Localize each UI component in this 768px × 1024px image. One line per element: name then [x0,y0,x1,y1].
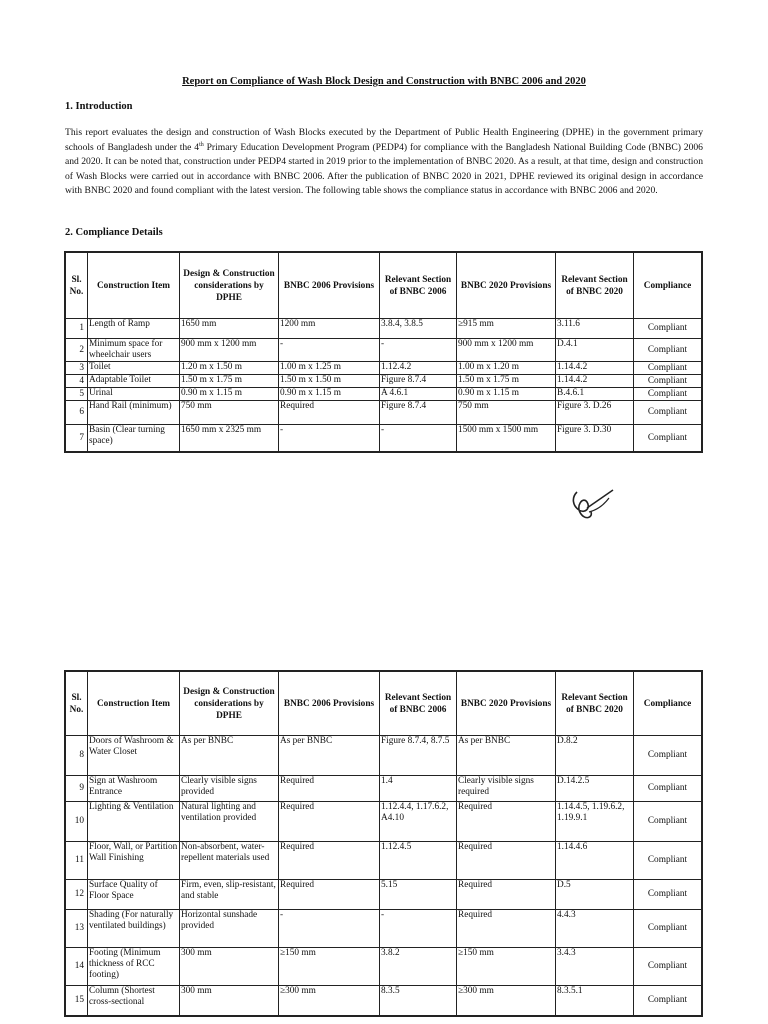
row-section-2006: 5.15 [380,880,457,910]
table-row [66,375,702,388]
row-construction-item: Urinal [88,388,180,401]
header-bnbc-2020-provisions: BNBC 2020 Provisions [457,253,556,319]
row-section-2006: Figure 8.7.4 [380,375,457,388]
row-bnbc-2020-provision: 1.50 m x 1.75 m [457,375,556,388]
row-design-dphe: 300 mm [180,986,279,1016]
row-sl-no: 9 [66,776,88,802]
row-sl-no: 3 [66,362,88,375]
row-construction-item: Shading (For naturally ventilated buildings) [88,910,180,948]
row-construction-item: Adaptable Toilet [88,375,180,388]
signature-mark [563,484,619,524]
row-bnbc-2020-provision: Clearly visible signs required [457,776,556,802]
row-construction-item: Sign at Washroom Entrance [88,776,180,802]
row-sl-no: 14 [66,948,88,986]
table-row [66,776,702,802]
row-construction-item: Doors of Washroom & Water Closet [88,736,180,776]
row-bnbc-2006-provision: Required [279,842,380,880]
row-bnbc-2020-provision: Required [457,880,556,910]
row-bnbc-2006-provision: 1.00 m x 1.25 m [279,362,380,375]
row-bnbc-2006-provision: ≥150 mm [279,948,380,986]
row-section-2020: 1.14.4.2 [556,375,634,388]
row-compliance-status: Compliant [634,319,702,339]
row-bnbc-2006-provision: - [279,425,380,452]
row-compliance-status: Compliant [634,425,702,452]
row-section-2020: D.4.1 [556,339,634,362]
row-design-dphe: Firm, even, slip-resistant, and stable [180,880,279,910]
table-2-body [66,736,702,1016]
row-section-2006: - [380,425,457,452]
row-bnbc-2006-provision: 1200 mm [279,319,380,339]
row-section-2006: Figure 8.7.4, 8.7.5 [380,736,457,776]
row-compliance-status: Compliant [634,375,702,388]
row-section-2020: D.14.2.5 [556,776,634,802]
row-compliance-status: Compliant [634,736,702,776]
row-bnbc-2006-provision: - [279,339,380,362]
table-row [66,948,702,986]
header-section-2006: Relevant Section of BNBC 2006 [380,672,457,736]
row-bnbc-2020-provision: 900 mm x 1200 mm [457,339,556,362]
row-sl-no: 6 [66,401,88,425]
row-section-2020: 1.14.4.5, 1.19.6.2, 1.19.9.1 [556,802,634,842]
row-bnbc-2006-provision: As per BNBC [279,736,380,776]
row-sl-no: 13 [66,910,88,948]
row-construction-item: Column (Shortest cross-sectional [88,986,180,1016]
row-bnbc-2020-provision: Required [457,802,556,842]
header-construction-item: Construction Item [88,672,180,736]
row-design-dphe: Natural lighting and ventilation provided [180,802,279,842]
row-sl-no: 5 [66,388,88,401]
row-section-2020: D.5 [556,880,634,910]
section-heading-compliance: 2. Compliance Details [65,227,163,238]
row-design-dphe: Clearly visible signs provided [180,776,279,802]
row-section-2020: 8.3.5.1 [556,986,634,1016]
header-bnbc-2006-provisions: BNBC 2006 Provisions [279,253,380,319]
header-design-dphe: Design & Construction considerations by DPHE [180,253,279,319]
row-design-dphe: Non-absorbent, water-repellent materials used [180,842,279,880]
row-section-2006: 3.8.2 [380,948,457,986]
row-bnbc-2020-provision: ≥150 mm [457,948,556,986]
report-title: Report on Compliance of Wash Block Design and Construction with BNBC 2006 and 2020 [182,76,586,87]
row-design-dphe: 1.20 m x 1.50 m [180,362,279,375]
table-row [66,802,702,842]
row-section-2006: A 4.6.1 [380,388,457,401]
section-heading-introduction: 1. Introduction [65,101,133,112]
row-design-dphe: 1650 mm [180,319,279,339]
row-compliance-status: Compliant [634,842,702,880]
row-sl-no: 7 [66,425,88,452]
row-design-dphe: 0.90 m x 1.15 m [180,388,279,401]
row-bnbc-2006-provision: - [279,910,380,948]
table-row [66,736,702,776]
header-compliance: Compliance [634,253,702,319]
row-section-2006: Figure 8.7.4 [380,401,457,425]
header-sl-no: Sl. No. [66,672,88,736]
table-row [66,425,702,452]
row-sl-no: 4 [66,375,88,388]
row-design-dphe: As per BNBC [180,736,279,776]
row-compliance-status: Compliant [634,802,702,842]
header-bnbc-2006-provisions: BNBC 2006 Provisions [279,672,380,736]
header-section-2020: Relevant Section of BNBC 2020 [556,672,634,736]
row-bnbc-2020-provision: 0.90 m x 1.15 m [457,388,556,401]
row-design-dphe: 750 mm [180,401,279,425]
row-construction-item: Toilet [88,362,180,375]
table-row [66,319,702,339]
row-bnbc-2006-provision: Required [279,401,380,425]
introduction-paragraph [65,126,703,199]
row-bnbc-2006-provision: ≥300 mm [279,986,380,1016]
row-compliance-status: Compliant [634,910,702,948]
row-section-2020: Figure 3. D.30 [556,425,634,452]
compliance-table-1 [65,252,702,452]
table-row [66,388,702,401]
row-design-dphe: 900 mm x 1200 mm [180,339,279,362]
row-compliance-status: Compliant [634,401,702,425]
row-compliance-status: Compliant [634,986,702,1016]
row-bnbc-2020-provision: Required [457,842,556,880]
row-sl-no: 2 [66,339,88,362]
row-sl-no: 11 [66,842,88,880]
header-construction-item: Construction Item [88,253,180,319]
row-bnbc-2006-provision: 1.50 m x 1.50 m [279,375,380,388]
row-compliance-status: Compliant [634,880,702,910]
row-bnbc-2020-provision: As per BNBC [457,736,556,776]
row-compliance-status: Compliant [634,948,702,986]
row-construction-item: Footing (Minimum thickness of RCC footing) [88,948,180,986]
table-1-body [66,319,702,452]
header-design-dphe: Design & Construction considerations by DPHE [180,672,279,736]
row-sl-no: 8 [66,736,88,776]
row-section-2020: 1.14.4.6 [556,842,634,880]
table-row [66,842,702,880]
row-bnbc-2006-provision: Required [279,802,380,842]
row-section-2020: 4.4.3 [556,910,634,948]
row-construction-item: Basin (Clear turning space) [88,425,180,452]
table-row [66,362,702,375]
row-sl-no: 12 [66,880,88,910]
row-bnbc-2006-provision: Required [279,880,380,910]
row-compliance-status: Compliant [634,339,702,362]
row-section-2006: - [380,339,457,362]
table-row [66,339,702,362]
row-section-2006: 1.12.4.4, 1.17.6.2, A4.10 [380,802,457,842]
row-sl-no: 10 [66,802,88,842]
table-header-row [66,672,702,736]
row-section-2006: 1.12.4.2 [380,362,457,375]
header-compliance: Compliance [634,672,702,736]
row-section-2006: 8.3.5 [380,986,457,1016]
row-compliance-status: Compliant [634,362,702,375]
header-bnbc-2020-provisions: BNBC 2020 Provisions [457,672,556,736]
header-section-2006: Relevant Section of BNBC 2006 [380,253,457,319]
row-bnbc-2020-provision: 750 mm [457,401,556,425]
row-construction-item: Surface Quality of Floor Space [88,880,180,910]
row-section-2020: 3.4.3 [556,948,634,986]
table-row [66,880,702,910]
row-construction-item: Length of Ramp [88,319,180,339]
row-section-2006: - [380,910,457,948]
row-sl-no: 15 [66,986,88,1016]
header-section-2020: Relevant Section of BNBC 2020 [556,253,634,319]
row-compliance-status: Compliant [634,776,702,802]
row-bnbc-2020-provision: Required [457,910,556,948]
row-section-2020: 3.11.6 [556,319,634,339]
intro-superscript: th [199,141,204,148]
row-section-2020: Figure 3. D.26 [556,401,634,425]
row-section-2006: 1.12.4.5 [380,842,457,880]
row-construction-item: Floor, Wall, or Partition Wall Finishing [88,842,180,880]
row-construction-item: Hand Rail (minimum) [88,401,180,425]
row-section-2020: D.8.2 [556,736,634,776]
row-section-2020: 1.14.4.2 [556,362,634,375]
row-construction-item: Lighting & Ventilation [88,802,180,842]
row-compliance-status: Compliant [634,388,702,401]
intro-text-part1: This report evaluates the design and construction of Wash Blocks executed by the Department of Public Health Engineering (DPHE) in the government primary schools of Bangladesh under the 4 [65,127,703,153]
row-bnbc-2020-provision: ≥300 mm [457,986,556,1016]
header-sl-no: Sl. No. [66,253,88,319]
table-row [66,401,702,425]
row-design-dphe: 300 mm [180,948,279,986]
row-design-dphe: 1.50 m x 1.75 m [180,375,279,388]
table-row [66,910,702,948]
row-bnbc-2020-provision: 1500 mm x 1500 mm [457,425,556,452]
row-section-2006: 3.8.4, 3.8.5 [380,319,457,339]
row-bnbc-2020-provision: ≥915 mm [457,319,556,339]
row-design-dphe: 1650 mm x 2325 mm [180,425,279,452]
table-row [66,986,702,1016]
compliance-table-2 [65,671,702,1016]
row-bnbc-2006-provision: Required [279,776,380,802]
row-design-dphe: Horizontal sunshade provided [180,910,279,948]
row-section-2020: B.4.6.1 [556,388,634,401]
row-bnbc-2006-provision: 0.90 m x 1.15 m [279,388,380,401]
intro-text-part2: Primary Education Development Program (PEDP4) for compliance with the Bangladesh National Building Code (BNBC) 2006 and 2020. It can be noted that, construction under PEDP4 started in 2019 prior to the implementation of BNBC 2020. As a result, at that time, design and construction of Wash Blocks were carried out in accordance with BNBC 2006. After the publication of BNBC 2020 in 2021, DPHE reviewed its original design in accordance with BNBC 2020 and found compliant with the latest version. The following table shows the compliance status in accordance with BNBC 2006 and 2020. [65,141,703,197]
row-bnbc-2020-provision: 1.00 m x 1.20 m [457,362,556,375]
row-section-2006: 1.4 [380,776,457,802]
row-construction-item: Minimum space for wheelchair users [88,339,180,362]
row-sl-no: 1 [66,319,88,339]
table-header-row [66,253,702,319]
